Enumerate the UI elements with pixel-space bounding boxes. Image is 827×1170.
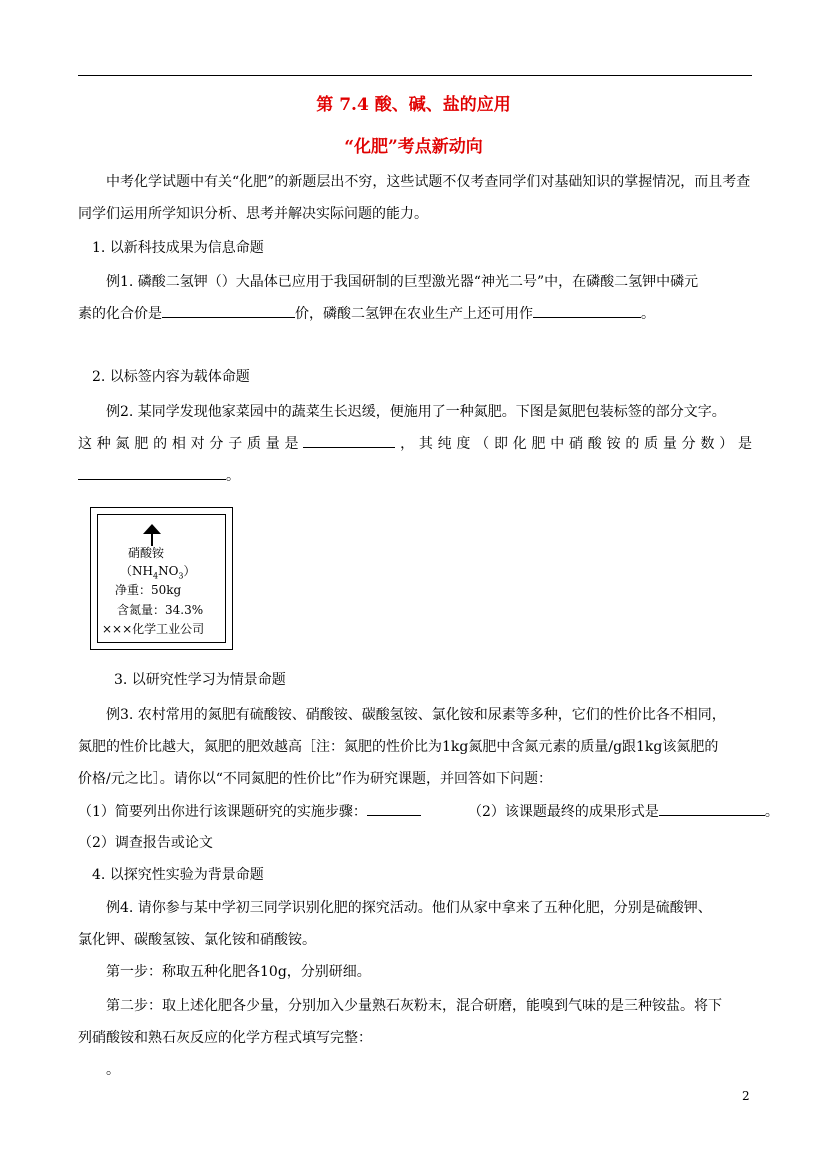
example4-line1: 例4. 请你参与某中学初三同学识别化肥的探究活动。他们从家中拿来了五种化肥，分别是硫酸钾、: [106, 900, 712, 916]
up-arrow-icon: [143, 524, 161, 534]
answer-blank[interactable]: [367, 801, 421, 816]
example1-line1: 例1. 磷酸二氢钾（）大晶体已应用于我国研制的巨型激光器“神光二号”中，在磷酸二氢钾中磷元: [106, 274, 699, 290]
page-subtitle: “化肥”考点新动向: [344, 137, 483, 157]
section4-heading: 4. 以探究性实验为背景命题: [92, 867, 264, 883]
section2-heading: 2. 以标签内容为载体命题: [92, 369, 250, 385]
answer-blank[interactable]: [78, 465, 226, 480]
step2-line1: 第二步：取上述化肥各少量，分别加入少量熟石灰粉末，混合研磨，能嗅到气味的是三种铵盐。将下: [106, 998, 722, 1014]
section3-heading: 3. 以研究性学习为情景命题: [114, 672, 286, 688]
equation-blank-end: 。: [106, 1062, 120, 1078]
label-formula: $(NH_4NO_3)$: [120, 564, 196, 581]
example3-line2: 氮肥的性价比越大，氮肥的肥效越高［注：氮肥的性价比为1kg氮肥中含氮元素的质量/g跟1kg该氮肥的: [78, 739, 719, 755]
page-number: 2: [742, 1089, 750, 1103]
page-title: 第 7.4 酸、碱、盐的应用: [316, 95, 511, 115]
intro-paragraph: 中考化学试题中有关“化肥”的新题层出不穷，这些试题不仅考查同学们对基础知识的掌握情况，而且考查同学们运用所学知识分析、思考并解决实际问题的能力。: [78, 174, 751, 222]
answer-blank[interactable]: [162, 303, 295, 318]
fertilizer-label: [90, 507, 233, 650]
example3-answer: （2）调查报告或论文: [78, 835, 213, 851]
label-company: ×××化学工业公司: [102, 622, 205, 636]
example3-question2: （2）该课题最终的成果形式是 。: [468, 801, 779, 822]
example2-line2: 这种氮肥的相对分子质量是 ，其纯度（即化肥中硝酸铵的质量分数）是: [78, 433, 752, 454]
answer-blank[interactable]: [303, 433, 395, 448]
example2-line3: 。: [78, 465, 240, 486]
answer-blank[interactable]: [659, 801, 765, 816]
example2-line1: 例2. 某同学发现他家菜园中的蔬菜生长迟缓，便施用了一种氮肥。下图是氮肥包装标签的部分文字。: [106, 404, 726, 420]
section1-heading: 1. 以新科技成果为信息命题: [92, 240, 264, 256]
example3-question1: （1）简要列出你进行该课题研究的实施步骤：: [78, 801, 421, 822]
step2-line2: 列硝酸铵和熟石灰反应的化学方程式填写完整：: [78, 1030, 372, 1046]
label-nitrogen-content: 含氮量：34.3%: [117, 603, 204, 617]
label-net-weight: 净重：50kg: [115, 583, 182, 597]
step1-text: 第一步：称取五种化肥各10g，分别研细。: [106, 964, 371, 980]
fertilizer-label-inner-border: [97, 514, 226, 643]
example4-line2: 氯化钾、碳酸氢铵、氯化铵和硝酸铵。: [78, 932, 316, 948]
example3-line1: 例3. 农村常用的氮肥有硫酸铵、硝酸铵、碳酸氢铵、氯化铵和尿素等多种，它们的性价比各不相同，: [106, 707, 726, 723]
answer-blank[interactable]: [533, 303, 641, 318]
label-product-name: 硝酸铵: [128, 546, 165, 560]
header-rule: [78, 75, 752, 76]
example1-line2: 素的化合价是 价，磷酸二氢钾在农业生产上还可用作 。: [78, 303, 655, 324]
example3-line3: 价格/元之比］。请你以“不同氮肥的性价比”作为研究课题，并回答如下问题：: [78, 771, 553, 787]
